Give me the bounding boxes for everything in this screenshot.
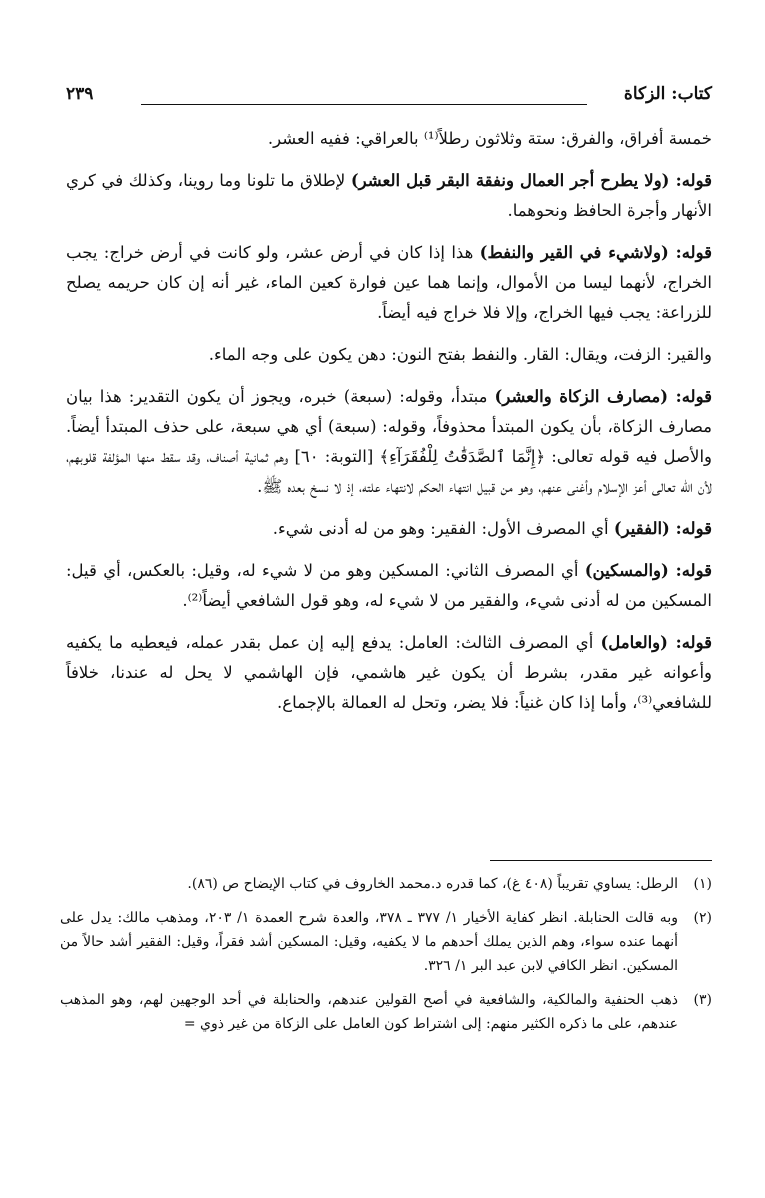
footnote-number: (٢) — [693, 910, 712, 926]
footnote — [60, 872, 712, 896]
paragraph — [66, 238, 712, 328]
paragraph-text: أي المصرف الثالث: العامل: يدفع إليه إن عمل بقدر عمله، فيعطيه ما يكفيه وأعوانه غير مقدر، بشرط أن يكون غير هاشمي، فإن الهاشمي لا يحل له عندنا، خلافاً للشافعي⁽³⁾، وأما إذا كان غنياً: فلا يضر، وتحل له العمالة بالإجماع. — [66, 633, 712, 712]
paragraph-text: والقير: الزفت، ويقال: القار. والنفط بفتح النون: دهن يكون على وجه الماء. — [208, 345, 712, 364]
footnote-text: ذهب الحنفية والمالكية، والشافعية في أصح القولين عندهم، والحنابلة في أحد الوجهين لهم، وهو المذهب عندهم، على ما ذكره الكثير منهم: إلى اشتراط كون العامل على الزكاة من غير ذوي = — [60, 992, 678, 1032]
footnotes — [60, 872, 712, 1046]
chapter-title: كتاب: الزكاة — [623, 84, 712, 104]
lemma: (والعامل) — [600, 633, 676, 652]
body-text — [66, 124, 712, 730]
qawluhu-keyword: قوله: — [675, 171, 712, 190]
footnote-text: الرطل: يساوي تقريباً (٤٠٨ غ)، كما قدره د.محمد الخاروف في كتاب الإيضاح ص (٨٦). — [187, 876, 678, 892]
paragraph-text: لإطلاق ما تلونا وما روينا، وكذلك في كري الأنهار وأجرة الحافظ ونحوهما. — [66, 171, 712, 220]
header-rule — [141, 104, 587, 105]
paragraph-text: أي المصرف الثاني: المسكين وهو من لا شيء له، وقيل: بالعكس، أي قيل: المسكين من له أدنى شيء، والفقير من لا شيء له، وهو قول الشافعي أيضاً⁽²⁾. — [66, 561, 712, 610]
paragraph-text: أي المصرف الأول: الفقير: وهو من له أدنى شيء. — [272, 519, 614, 538]
paragraph — [66, 382, 712, 502]
footnote — [60, 906, 712, 978]
paragraph — [66, 514, 712, 544]
qawluhu-keyword: قوله: — [675, 519, 712, 538]
paragraph — [66, 340, 712, 370]
lemma: (الفقير) — [613, 519, 676, 538]
paragraph-text: مبتدأ، وقوله: (سبعة) خبره، ويجوز أن يكون التقدير: هذا بيان مصارف الزكاة، بأن يكون المبتدأ محذوفاً، وقوله: (سبعة) أي هي سبعة، على حذف المبتدأ أيضاً. والأصل فيه قوله تعالى: ﴿إِنَّمَا ٱلصَّدَقَٰتُ لِلْفُقَرَآءِ﴾ [التوبة: ٦٠] وهم ثمانية أصناف، وقد سقط منها المؤلفة قلوبهم، لأن الله تعالى أعز الإسلام وأغنى عنهم، وهو من قبيل انتهاء الحكم لانتهاء علته، إذ لا نسخ بعده ﷺ. — [66, 387, 713, 496]
footnote — [60, 988, 712, 1036]
footnote-text: وبه قالت الحنابلة. انظر كفاية الأخيار ١/ ٣٧٧ ـ ٣٧٨، والعدة شرح العمدة ١/ ٢٠٣، ومذهب مالك: يدل على أنهما عنده سواء، وهم الذين يملك أحدهم ما لا يكفيه، وقيل: المسكين أشد فقراً، وقيل: الفقير أشد حالاً من المسكين. انظر الكافي لابن عبد البر ١/ ٣٢٦. — [60, 910, 678, 974]
footnote-separator — [490, 860, 712, 861]
paragraph — [66, 166, 712, 226]
lemma: (مصارف الزكاة والعشر) — [494, 387, 676, 406]
lemma: (ولا يطرح أجر العمال ونفقة البقر قبل العشر) — [350, 171, 676, 190]
footnote-number: (١) — [693, 876, 712, 892]
paragraph-text: هذا إذا كان في أرض عشر، ولو كانت في أرض خراج: يجب الخراج، لأنهما ليسا من الأموال، وإنما هما عين فوارة كعين الماء، غير أنه إن كان حريمه يصلح للزراعة: يجب فيها الخراج، وإلا فلا خراج فيه أيضاً. — [66, 243, 712, 322]
footnote-number: (٣) — [693, 992, 712, 1008]
qawluhu-keyword: قوله: — [675, 561, 712, 580]
qawluhu-keyword: قوله: — [675, 633, 712, 652]
running-header — [66, 84, 712, 114]
lemma: (ولاشيء في القير والنفط) — [479, 243, 676, 262]
paragraph — [66, 124, 712, 154]
page-number: ٢٣٩ — [66, 84, 94, 104]
lemma: (والمسكين) — [584, 561, 676, 580]
qawluhu-keyword: قوله: — [675, 387, 712, 406]
paragraph-text: خمسة أفراق، والفرق: ستة وثلاثون رطلاً⁽¹⁾ بالعراقي: ففيه العشر. — [267, 129, 712, 148]
paragraph — [66, 628, 712, 718]
qawluhu-keyword: قوله: — [675, 243, 712, 262]
paragraph — [66, 556, 712, 616]
